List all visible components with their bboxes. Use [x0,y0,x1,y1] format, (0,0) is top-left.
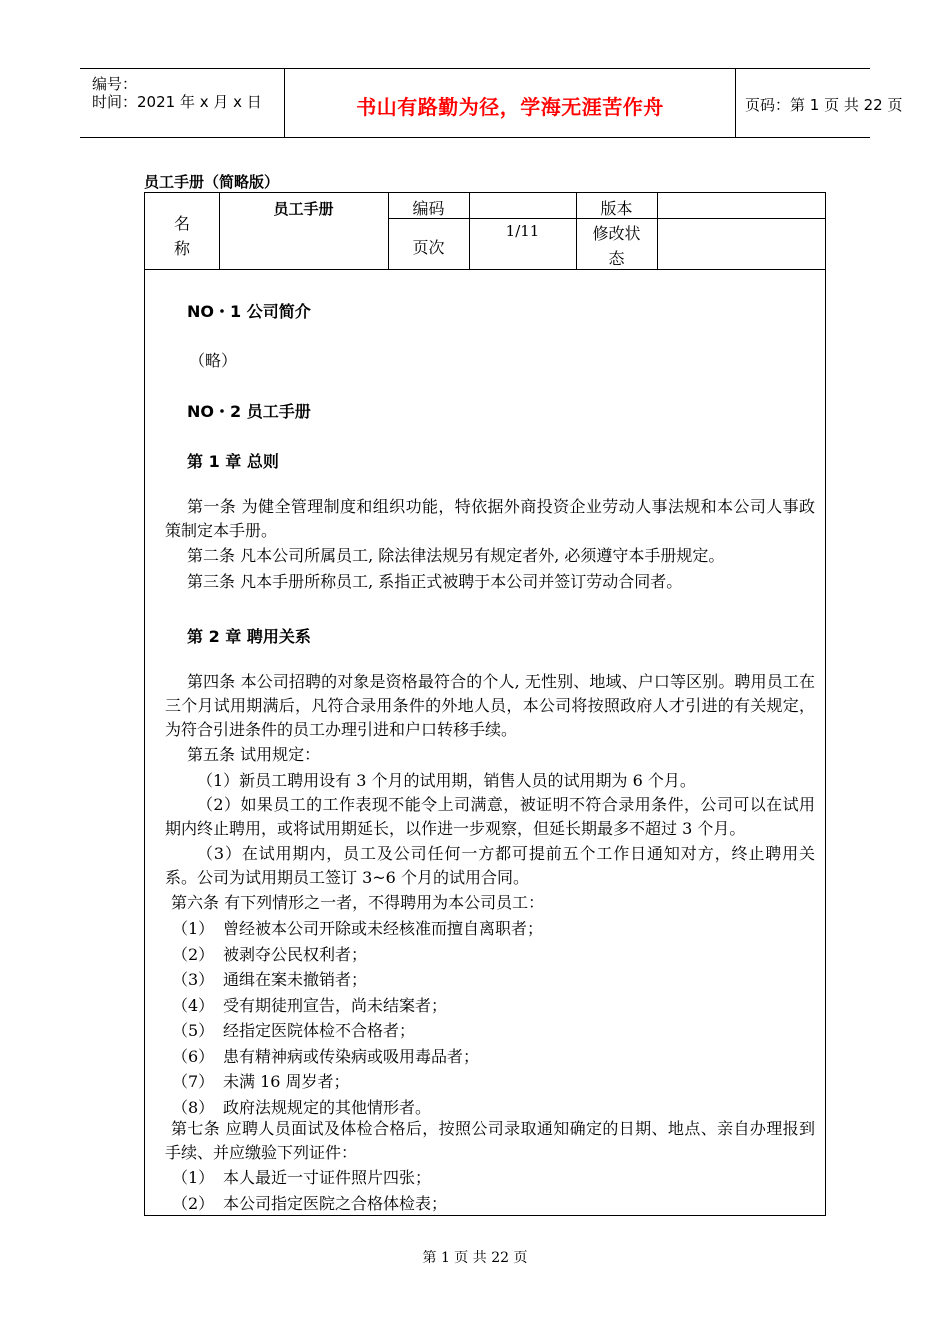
article-5: 第五条 试用规定： [187,745,321,764]
name-value: 员工手册 [273,200,334,218]
article-5-item: （3）在试用期内，员工及公司任何一方都可提前五个工作日通知对方，终止聘用关系。公司为试用期员工签订 3~6 个月的试用合同。 [165,844,815,887]
list-item-text: 被剥夺公民权利者； [223,944,368,964]
list-item-text: 未满 16 周岁者； [223,1072,350,1091]
version-label: 版本 [600,199,633,218]
list-item-text: 受有期徒刑宣告，尚未结案者； [223,995,448,1015]
page-code: 页码：第 1 页 共 22 页 [745,96,903,114]
name-label: 名 称 [173,214,190,258]
page-footer: 第 1 页 共 22 页 [422,1250,528,1266]
section-no1: NO・1 公司简介 [187,302,311,321]
article-4: 第四条 本公司招聘的对象是资格最符合的个人, 无性别、地域、户口等区别。聘用员工在三个月试用期满后，凡符合录用条件的外地人员，本公司将按照政府人才引进的有关规定，为符合引进条件的员工办理引进和户口转移手续。 [165,672,815,739]
list-item-number: （4） [172,995,215,1015]
list-item-number: （1） [172,1168,215,1187]
list-item [172,1166,431,1190]
list-item-text: 曾经被本公司开除或未经核准而擅自离职者； [223,919,544,938]
article-5-item: （1）新员工聘用设有 3 个月的试用期，销售人员的试用期为 6 个月。 [197,771,696,790]
list-item [172,994,447,1018]
revision-label: 修改状 态 [592,224,641,268]
page-header [80,68,903,138]
page-value: 1/11 [505,222,540,240]
list-item-number: （7） [172,1072,215,1091]
header-left-cell [80,69,284,137]
list-item [172,917,543,941]
list-item-text: 本公司指定医院之合格体检表； [223,1193,448,1213]
article-1: 第一条 为健全管理制度和组织功能，特依据外商投资企业劳动人事法规和本公司人事政策制定本手册。 [165,497,815,540]
article-2: 第二条 凡本公司所属员工, 除法律法规另有规定者外, 必须遵守本手册规定。 [187,546,725,565]
list-item [172,1045,479,1069]
omitted-note: （略） [189,351,238,370]
time-label: 时间：2021 年 x 月 x 日 [92,93,262,111]
chapter-1-title: 第 1 章 总则 [187,452,279,471]
list-item-number: （1） [172,919,215,938]
list-item [172,1096,431,1120]
table-divider [145,269,825,270]
manual-box [144,192,826,1216]
article-7: 第七条 应聘人员面试及体检合格后，按照公司录取通知确定的日期、地点、亲自办理报到手续、并应缴验下列证件： [165,1119,815,1162]
list-item-text: 本人最近一寸证件照片四张； [223,1168,432,1187]
header-right-cell [735,69,903,137]
table-divider [657,193,658,269]
motto: 书山有路勤为径，学海无涯苦作舟 [356,95,664,119]
number-label: 编号： [92,75,138,93]
list-item-number: （2） [172,1193,215,1213]
document-title: 员工手册（简略版） [144,173,280,191]
list-item-number: （8） [172,1097,215,1117]
list-item-number: （6） [172,1046,215,1066]
list-item-text: 政府法规规定的其他情形者。 [223,1097,432,1117]
list-item-number: （5） [172,1021,215,1040]
list-item [172,943,367,967]
section-no2: NO・2 员工手册 [187,402,311,421]
article-5-item: （2）如果员工的工作表现不能令上司满意，被证明不符合录用条件，公司可以在试用期内终止聘用，或将试用期延长，以作进一步观察，但延长期最多不超过 3 个月。 [165,795,815,838]
list-item-text: 通缉在案未撤销者； [223,970,368,989]
list-item-number: （3） [172,970,215,989]
code-label: 编码 [412,199,445,218]
list-item-text: 患有精神病或传染病或吸用毒品者； [223,1046,480,1066]
list-item-text: 经指定医院体检不合格者； [223,1021,416,1040]
article-6: 第六条 有下列情形之一者，不得聘用为本公司员工： [171,893,545,912]
list-item [172,1070,350,1094]
list-item [172,1019,415,1043]
article-3: 第三条 凡本手册所称员工, 系指正式被聘于本公司并签订劳动合同者。 [187,572,683,591]
list-item [172,1192,447,1216]
list-item [172,968,367,992]
chapter-2-title: 第 2 章 聘用关系 [187,627,311,646]
list-item-number: （2） [172,944,215,964]
page-label: 页次 [412,238,445,257]
header-motto-cell [284,69,736,137]
